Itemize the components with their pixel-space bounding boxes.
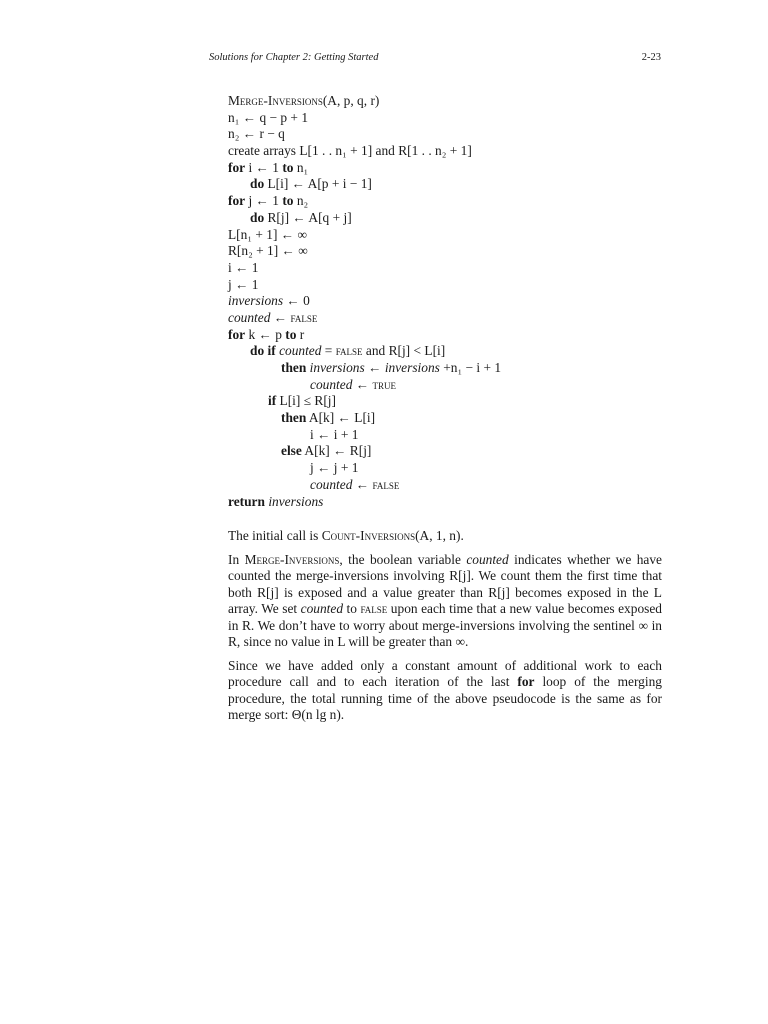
text-run: i ← 1 [245, 159, 283, 175]
pseudocode-line [228, 393, 501, 410]
text-run: to [343, 601, 361, 616]
variable-name: counted [279, 343, 322, 359]
pseudocode-line [228, 260, 501, 277]
pseudocode-line [228, 310, 501, 327]
text-run: The initial call is [228, 528, 322, 543]
pseudocode-line [228, 126, 501, 143]
text-run: ← 0 [283, 293, 310, 309]
small-caps-term: Merge-Inversions [228, 93, 323, 108]
text-run: j ← 1 [245, 193, 283, 209]
text-run: n₂ [293, 193, 309, 209]
pseudocode-line [228, 360, 501, 377]
variable-name: counted [310, 476, 353, 492]
keyword: return [228, 493, 265, 509]
text-run: +n₁ − i + 1 [439, 360, 502, 375]
text-run: L[i] ≤ R[j] [276, 393, 336, 409]
pseudocode-line [228, 143, 501, 160]
variable-name: inversions [309, 360, 365, 375]
small-caps-term: true [372, 376, 396, 392]
text-run: loop of the merging procedure, the total running time of the above pseudocode is the same as for merge sort: Θ(n lg n). [228, 674, 662, 722]
keyword: for [228, 193, 246, 209]
text-run: (A, 1, n). [415, 528, 464, 543]
text-run: indicates whether we have counted the merge-inversions involving R[j]. We count them the first time that both R[j] is exposed and a value greater than R[j] becomes exposed in the L array. We set [228, 551, 662, 616]
text-run: create arrays L[1 . . n₁ + 1] and R[1 . . n₂ + 1] [228, 143, 472, 159]
text-run: Since we have added only a constant amount of additional work to each procedure call and to each iteration of the last [228, 657, 662, 689]
page-number: 2-23 [641, 52, 661, 63]
pseudocode-line [228, 176, 501, 193]
small-caps-term: false [335, 343, 363, 359]
small-caps-term: Merge-Inversions [244, 551, 340, 567]
keyword: to [285, 326, 297, 342]
small-caps-term: false [372, 476, 400, 492]
keyword: if [268, 393, 277, 409]
pseudocode-line [228, 293, 501, 310]
text-run: ← [352, 376, 373, 392]
text-run: ← [364, 360, 385, 375]
text-run: (A, p, q, r) [322, 93, 380, 108]
keyword: to [282, 193, 294, 209]
keyword: do [250, 343, 265, 359]
pseudocode-line [228, 377, 501, 394]
text-run: k ← p [245, 326, 286, 342]
keyword: to [282, 159, 294, 175]
text-run: L[n₁ + 1] ← ∞ [228, 226, 308, 242]
pseudocode-line [228, 227, 501, 244]
text-run: A[k] ← R[j] [301, 443, 372, 459]
variable-name: inversions [228, 293, 284, 309]
text-run: j ← 1 [228, 276, 259, 292]
pseudocode-line [228, 110, 501, 127]
text-run: ← [270, 309, 291, 325]
variable-name: counted [228, 309, 271, 325]
keyword: else [281, 443, 302, 459]
explanation-text [228, 528, 662, 731]
keyword: do [250, 209, 265, 225]
paragraph [228, 552, 662, 651]
variable-name: counted [300, 601, 344, 616]
keyword: if [267, 343, 276, 359]
text-run: In [228, 551, 245, 567]
pseudocode-line [228, 494, 501, 511]
pseudocode-line [228, 477, 501, 494]
pseudocode-line [228, 160, 501, 177]
small-caps-term: Count-Inversions [321, 528, 416, 543]
keyword: for [228, 326, 246, 342]
text-run: i ← i + 1 [310, 426, 359, 442]
keyword: for [517, 674, 535, 689]
running-title: Solutions for Chapter 2: Getting Started [209, 52, 379, 63]
pseudocode-block [228, 93, 501, 510]
pseudocode-line [228, 243, 501, 260]
pseudocode-line [228, 193, 501, 210]
text-run: , the boolean variable [339, 551, 467, 567]
pseudocode-line [228, 410, 501, 427]
pseudocode-line [228, 460, 501, 477]
text-run: n₂ ← r − q [228, 126, 285, 142]
text-run: i ← 1 [228, 259, 259, 275]
text-run: A[k] ← L[i] [306, 410, 376, 426]
variable-name: inversions [384, 360, 440, 375]
small-caps-term: false [290, 309, 318, 325]
text-run: R[n₂ + 1] ← ∞ [228, 243, 308, 259]
text-run: n₁ [293, 159, 309, 175]
procedure-signature [228, 93, 501, 110]
paragraph [228, 528, 662, 545]
text-run: R[j] ← A[q + j] [264, 209, 352, 225]
pseudocode-line [228, 443, 501, 460]
text-run: j ← j + 1 [310, 460, 359, 476]
pseudocode-line [228, 210, 501, 227]
pseudocode-line [228, 327, 501, 344]
pseudocode-line [228, 427, 501, 444]
text-run: upon each time that a new value becomes exposed in R. We don’t have to worry about merge-inversions involving the sentinel ∞ in R, since no value in L will be greater than ∞. [228, 601, 662, 649]
text-run: ← [352, 476, 373, 492]
keyword: for [228, 159, 246, 175]
small-caps-term: false [360, 601, 388, 616]
pseudocode-line [228, 343, 501, 360]
text-run: r [296, 326, 305, 342]
paragraph [228, 658, 662, 724]
keyword: then [281, 410, 307, 426]
text-run: L[i] ← A[p + i − 1] [264, 176, 372, 192]
text-run: = [321, 343, 336, 359]
text-run: n₁ ← q − p + 1 [228, 109, 309, 125]
variable-name: counted [310, 376, 353, 392]
variable-name: counted [466, 551, 509, 567]
text-run: and R[j] < L[i] [362, 343, 446, 359]
keyword: then [281, 360, 307, 375]
keyword: do [250, 176, 265, 192]
pseudocode-line [228, 277, 501, 294]
variable-name: inversions [268, 493, 324, 509]
